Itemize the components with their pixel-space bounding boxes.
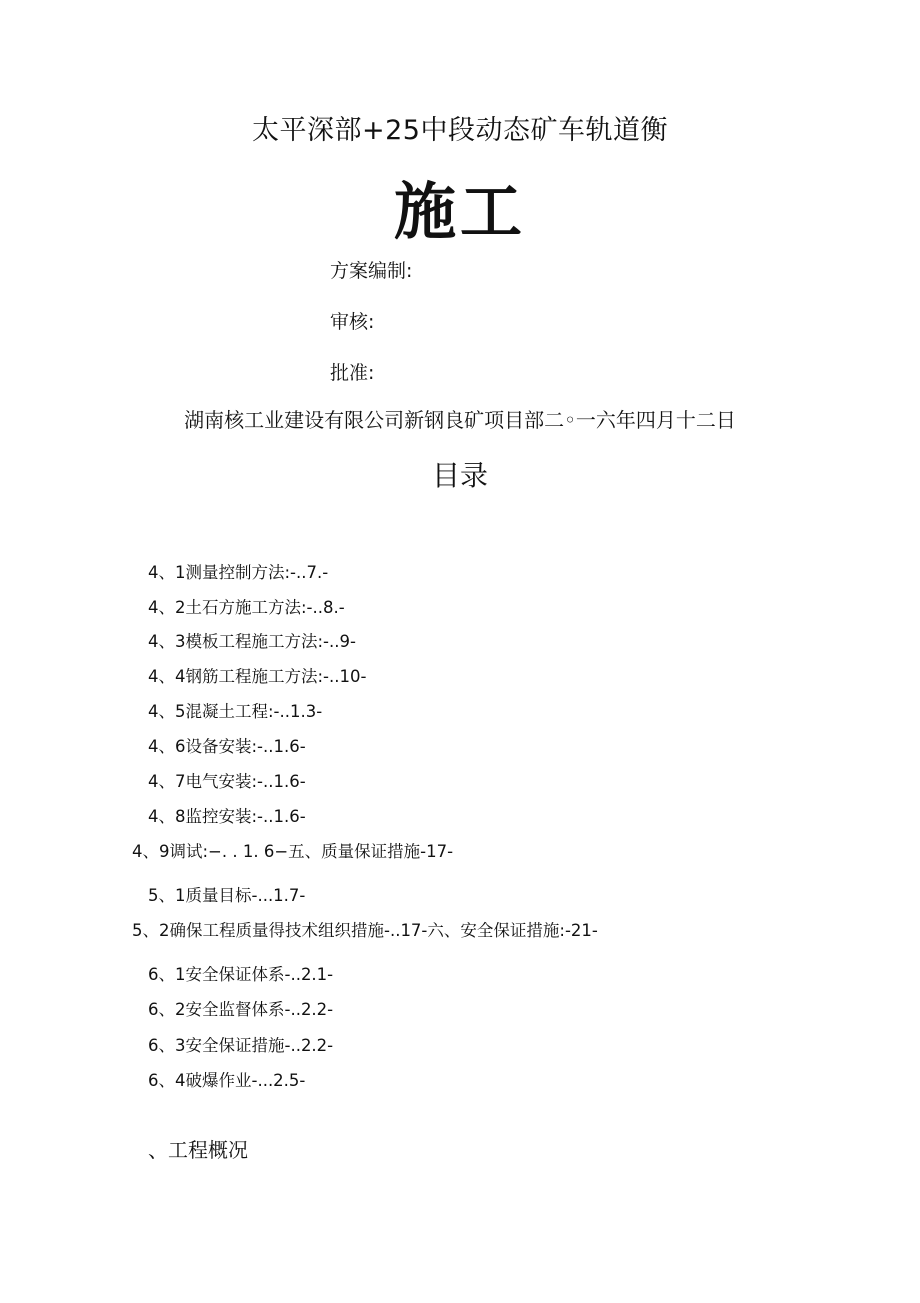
company-date-line: 湖南核工业建设有限公司新钢良矿项目部二◦一六年四月十二日: [184, 408, 736, 432]
document-title-line: 太平深部+25中段动态矿车轨道衡: [252, 115, 668, 146]
section-heading: 、工程概况: [148, 1138, 248, 1162]
toc-title: 目录: [431, 459, 488, 492]
toc-item[interactable]: 4、7电气安装:-..1.6-: [148, 772, 306, 791]
toc-item[interactable]: 4、3模板工程施工方法:-..9-: [148, 632, 356, 651]
review-label: 审核:: [330, 311, 375, 333]
toc-item[interactable]: 4、2土石方施工方法:-..8.-: [148, 598, 345, 617]
toc-item[interactable]: 4、4钢筋工程施工方法:-..10-: [148, 667, 367, 686]
document-title-large: 施工: [393, 175, 526, 248]
toc-item[interactable]: 4、8监控安装:-..1.6-: [148, 807, 306, 826]
toc-item[interactable]: 6、2安全监督体系-..2.2-: [148, 1000, 334, 1019]
toc-item[interactable]: 4、6设备安装:-..1.6-: [148, 737, 306, 756]
toc-item[interactable]: 6、4破爆作业-...2.5-: [148, 1071, 306, 1090]
toc-item[interactable]: 6、1安全保证体系-..2.1-: [148, 965, 334, 984]
toc-item[interactable]: 4、5混凝土工程:-..1.3-: [148, 702, 323, 721]
toc-item[interactable]: 4、9调试:−. . 1. 6−五、质量保证措施-17-: [132, 842, 454, 861]
toc-item[interactable]: 5、1质量目标-...1.7-: [148, 886, 306, 905]
author-label: 方案编制:: [330, 260, 413, 282]
toc-item[interactable]: 6、3安全保证措施-..2.2-: [148, 1036, 334, 1055]
toc-item[interactable]: 5、2确保工程质量得技术组织措施-..17-六、安全保证措施:-21-: [132, 921, 598, 940]
approve-label: 批准:: [330, 362, 375, 384]
toc-item[interactable]: 4、1测量控制方法:-..7.-: [148, 563, 329, 582]
